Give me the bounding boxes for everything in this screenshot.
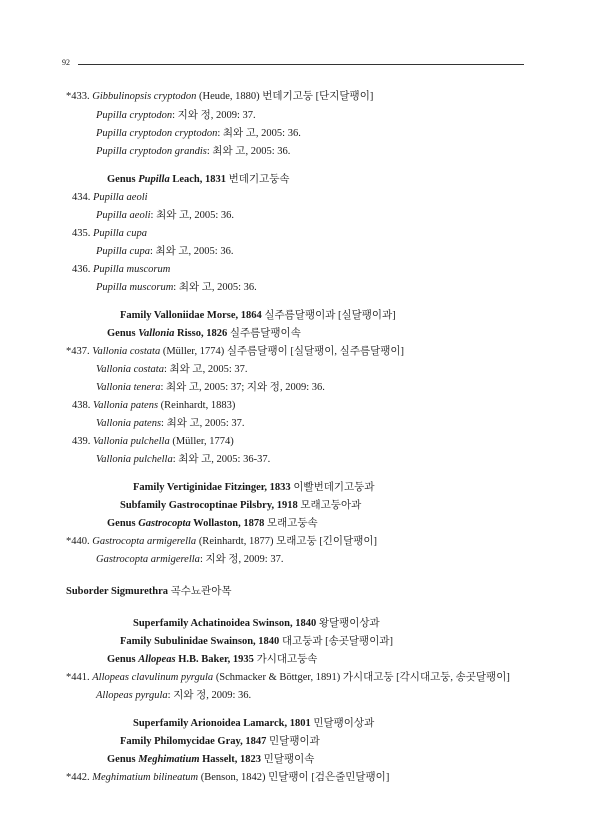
genus-heading-pupilla [107, 173, 290, 186]
species-name: Pupilla muscorum [93, 264, 171, 275]
species-name: Gastrocopta armigerella [92, 536, 197, 547]
korean-name: 모래고둥속 [266, 518, 318, 529]
species-name: Pupilla cupa [93, 228, 147, 239]
author: (Reinhardt, 1883) [160, 400, 236, 411]
synonym-name: Vallonia pulchella [96, 454, 173, 465]
species-name: Vallonia costata [92, 346, 161, 357]
synonym-name: Gastrocopta armigerella [96, 554, 200, 565]
korean-name: 번데기고둥속 [228, 174, 290, 185]
superfamily-heading-arionoidea [133, 717, 374, 730]
synonym-name: Allopeas pyrgula [96, 690, 168, 701]
species-name: Vallonia pulchella [93, 436, 170, 447]
genus-author: Leach, 1831 [172, 174, 227, 185]
synonym-ref [96, 109, 256, 122]
species-entry-434 [72, 191, 148, 204]
genus-heading-gastrocopta [107, 517, 318, 530]
subfamily-name: Subfamily Gastrocoptinae Pilsbry, 1918 [120, 500, 298, 511]
entry-number: *433. [66, 91, 90, 102]
entry-number: *440. [66, 536, 90, 547]
citation: : 최와 고, 2005: 37. [161, 418, 245, 429]
header-rule [78, 64, 524, 65]
synonym-name: Vallonia tenera [96, 382, 161, 393]
synonym-name: Pupilla aeoli [96, 210, 151, 221]
korean-name: 번데기고둥 [단지달팽이] [262, 91, 374, 102]
author: (Müller, 1774) [172, 436, 234, 447]
synonym-ref [96, 363, 247, 376]
rank: Genus [107, 654, 136, 665]
superfamily-name: Superfamily Arionoidea Lamarck, 1801 [133, 718, 311, 729]
entry-number: 438. [72, 400, 91, 411]
author: (Schmacker & Böttger, 1891) [215, 672, 341, 683]
korean-name: 민달팽이속 [263, 754, 315, 765]
korean-name: 가시대고둥 [각시대고둥, 송곳달팽이] [342, 672, 510, 683]
citation: : 최와 고, 2005: 36. [149, 246, 234, 257]
family-name: Family Philomycidae Gray, 1847 [120, 736, 267, 747]
synonym-name: Vallonia patens [96, 418, 162, 429]
author: (Müller, 1774) [162, 346, 225, 357]
species-entry-436 [72, 263, 170, 276]
synonym-ref [96, 145, 290, 158]
suborder-heading-sigmurethra [66, 585, 231, 598]
synonym-name: Pupilla cupa [96, 246, 150, 257]
superfamily-heading-achatinoidea [133, 617, 380, 630]
citation: : 지와 정, 2009: 36. [167, 690, 252, 701]
genus-heading-allopeas [107, 653, 317, 666]
korean-name: 대고둥과 [송곳달팽이과] [281, 636, 393, 647]
genus-author: H.B. Baker, 1935 [178, 654, 254, 665]
author: (Benson, 1842) [200, 772, 266, 783]
species-entry-435 [72, 227, 147, 240]
entry-number: 436. [72, 264, 91, 275]
korean-name: 모래고둥아과 [300, 500, 362, 511]
synonym-name: Pupilla cryptodon [96, 110, 173, 121]
synonym-ref [96, 245, 233, 258]
family-heading-philomycidae [120, 735, 320, 748]
genus-name: Pupilla [138, 174, 170, 185]
synonym-name: Vallonia costata [96, 364, 164, 375]
entry-number: *442. [66, 772, 90, 783]
author: (Heude, 1880) [199, 91, 260, 102]
genus-author: Hasselt, 1823 [202, 754, 262, 765]
synonym-ref [96, 209, 234, 222]
synonym-ref [96, 127, 301, 140]
entry-number: *441. [66, 672, 90, 683]
genus-name: Gastrocopta [138, 518, 191, 529]
citation: : 최와 고, 2005: 37; 지와 정, 2009: 36. [160, 382, 325, 393]
synonym-ref [96, 381, 325, 394]
species-name: Allopeas clavulinum pyrgula [92, 672, 214, 683]
family-name: Family Subulinidae Swainson, 1840 [120, 636, 280, 647]
korean-name: 민달팽이 [검은줄민달팽이] [268, 772, 390, 783]
korean-name: 왕달팽이상과 [318, 618, 380, 629]
entry-number: *437. [66, 346, 90, 357]
rank: Genus [107, 328, 136, 339]
genus-author: Wollaston, 1878 [193, 518, 265, 529]
korean-name: 이빨번데기고둥과 [293, 482, 375, 493]
entry-number: 439. [72, 436, 91, 447]
species-entry-437 [66, 345, 404, 358]
species-entry-440 [66, 535, 377, 548]
species-entry-439 [72, 435, 234, 448]
genus-author: Risso, 1826 [177, 328, 228, 339]
synonym-ref [96, 453, 270, 466]
korean-name: 곡수뇨관아목 [170, 586, 232, 597]
korean-name: 실주름달팽이과 [실달팽이과] [264, 310, 396, 321]
citation: : 최와 고, 2005: 36-37. [172, 454, 271, 465]
rank: Genus [107, 174, 136, 185]
subfamily-heading-gastrocoptinae [120, 499, 361, 512]
species-name: Pupilla aeoli [93, 192, 148, 203]
species-name: Gibbulinopsis cryptodon [92, 91, 197, 102]
author: (Reinhardt, 1877) [198, 536, 274, 547]
entry-number: 434. [72, 192, 91, 203]
synonym-name: Pupilla cryptodon cryptodon [96, 128, 218, 139]
family-name: Family Vertiginidae Fitzinger, 1833 [133, 482, 291, 493]
korean-name: 민달팽이상과 [313, 718, 375, 729]
superfamily-name: Superfamily Achatinoidea Swinson, 1840 [133, 618, 317, 629]
family-name: Family Valloniidae Morse, 1864 [120, 310, 262, 321]
synonym-ref [96, 417, 245, 430]
korean-name: 모래고둥 [긴이달팽이] [276, 536, 377, 547]
synonym-name: Pupilla muscorum [96, 282, 174, 293]
korean-name: 민달팽이과 [269, 736, 320, 747]
species-entry-438 [72, 399, 235, 412]
page-number: 92 [62, 58, 70, 67]
species-entry-441 [66, 671, 510, 684]
genus-heading-vallonia [107, 327, 301, 340]
citation: : 최와 고, 2005: 37. [163, 364, 248, 375]
family-heading-subulinidae [120, 635, 393, 648]
species-entry-433 [66, 90, 373, 103]
korean-name: 가시대고둥속 [256, 654, 318, 665]
species-name: Meghimatium bilineatum [92, 772, 199, 783]
rank: Genus [107, 518, 136, 529]
family-heading-vertiginidae [133, 481, 374, 494]
citation: : 최와 고, 2005: 36. [173, 282, 257, 293]
citation: : 최와 고, 2005: 36. [217, 128, 301, 139]
korean-name: 실주름달팽이속 [229, 328, 301, 339]
genus-name: Allopeas [138, 654, 176, 665]
genus-name: Meghimatium [138, 754, 200, 765]
synonym-ref [96, 553, 283, 566]
citation: : 지와 정, 2009: 37. [199, 554, 284, 565]
citation: : 최와 고, 2005: 36. [206, 146, 291, 157]
citation: : 지와 정, 2009: 37. [172, 110, 256, 121]
synonym-ref [96, 689, 251, 702]
synonym-name: Pupilla cryptodon grandis [96, 146, 207, 157]
citation: : 최와 고, 2005: 36. [150, 210, 235, 221]
suborder-name: Suborder Sigmurethra [66, 586, 168, 597]
entry-number: 435. [72, 228, 91, 239]
genus-heading-meghimatium [107, 753, 314, 766]
species-entry-442 [66, 771, 389, 784]
synonym-ref [96, 281, 257, 294]
korean-name: 실주름달팽이 [실달팽이, 실주름달팽이] [226, 346, 405, 357]
family-heading-valloniidae [120, 309, 396, 322]
species-name: Vallonia patens [93, 400, 159, 411]
rank: Genus [107, 754, 136, 765]
genus-name: Vallonia [138, 328, 175, 339]
